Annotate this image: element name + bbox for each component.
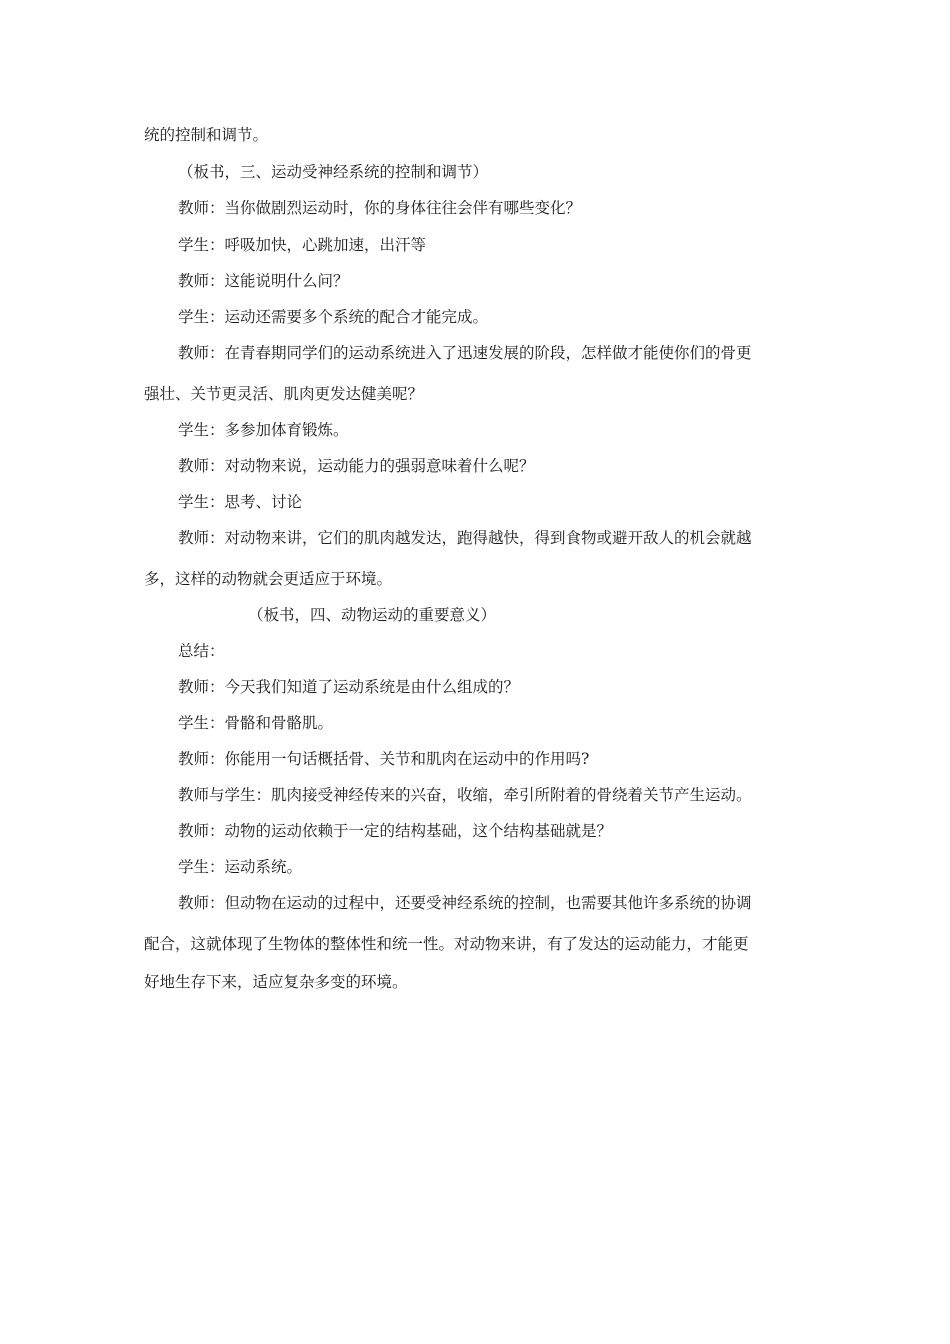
dialogue-line: 学生：骨骼和骨骼肌。 [178,714,334,732]
text-line: 统的控制和调节。 [144,126,269,144]
dialogue-line: 学生：运动还需要多个系统的配合才能完成。 [178,308,489,326]
dialogue-line: 教师：动物的运动依赖于一定的结构基础，这个结构基础就是？ [178,822,613,840]
dialogue-line: 学生：思考、讨论 [178,493,303,511]
dialogue-line: 教师：在青春期同学们的运动系统进入了迅速发展的阶段，怎样做才能使你们的骨更 [178,344,752,362]
dialogue-line: 教师：今天我们知道了运动系统是由什么组成的？ [178,678,520,696]
dialogue-line: 教师：这能说明什么问？ [178,272,349,290]
board-note: （板书，四、动物运动的重要意义） [248,606,497,624]
board-note: （板书，三、运动受神经系统的控制和调节） [178,163,489,181]
text-line: 多，这样的动物就会更适应于环境。 [144,570,393,588]
dialogue-line: 学生：运动系统。 [178,858,303,876]
dialogue-line: 教师：你能用一句话概括骨、关节和肌肉在运动中的作用吗? [178,750,590,768]
dialogue-line: 教师：对动物来讲，它们的肌肉越发达，跑得越快，得到食物或避开敌人的机会就越 [178,529,752,547]
text-line: 强壮、关节更灵活、肌肉更发达健美呢？ [144,385,424,403]
dialogue-line: 学生：呼吸加快，心跳加速，出汗等 [178,236,427,254]
dialogue-line: 教师：对动物来说，运动能力的强弱意味着什么呢？ [178,457,535,475]
summary-heading: 总结： [178,642,225,660]
dialogue-line: 教师与学生：肌肉接受神经传来的兴奋，收缩，牵引所附着的骨绕着关节产生运动。 [178,786,752,804]
text-line: 好地生存下来，适应复杂多变的环境。 [144,973,408,991]
dialogue-line: 学生：多参加体育锻炼。 [178,421,349,439]
dialogue-line: 教师：但动物在运动的过程中，还要受神经系统的控制，也需要其他许多系统的协调 [178,894,752,912]
dialogue-line: 教师：当你做剧烈运动时，你的身体往往会伴有哪些变化？ [178,199,582,217]
text-line: 配合，这就体现了生物体的整体性和统一性。对动物来讲，有了发达的运动能力，才能更 [144,935,749,953]
